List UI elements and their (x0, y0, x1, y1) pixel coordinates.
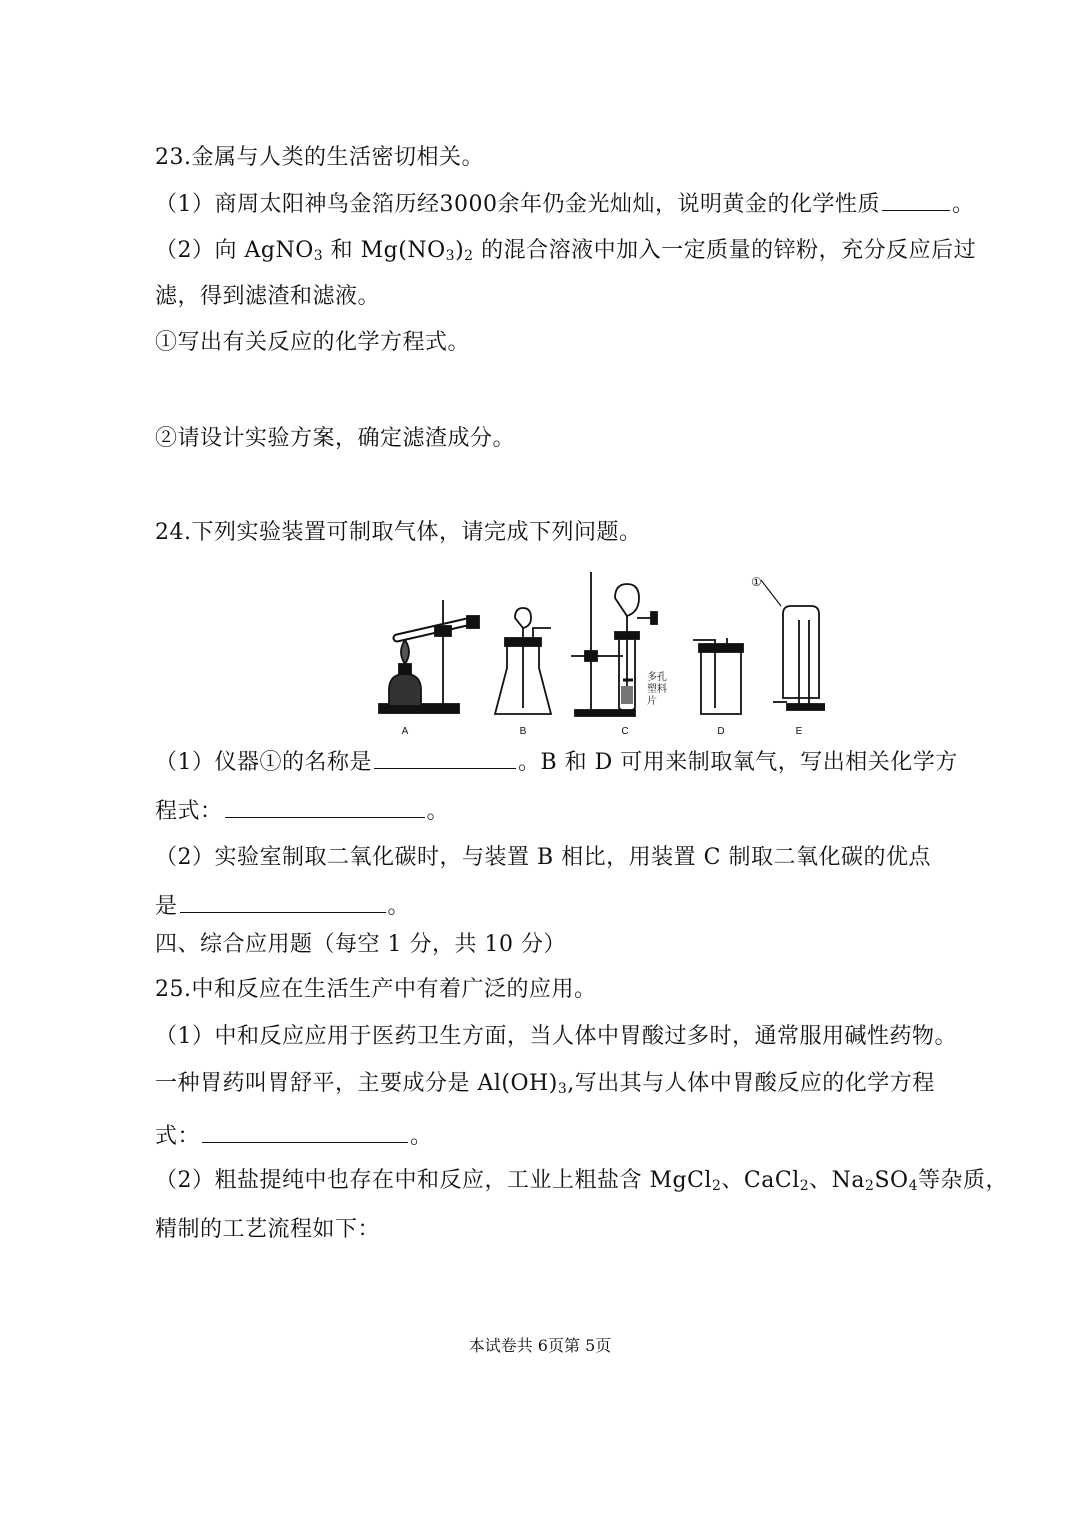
q25-part2-text: 、CaCl (721, 1168, 800, 1193)
q25-part2-text: SO (874, 1168, 909, 1193)
q24-part2-text: 是 (155, 894, 178, 919)
q23-part2-continued: 滤，得到滤渣和滤液。 (155, 284, 381, 309)
q23-part1-text: （1）商周太阳神鸟金箔历经3000余年仍金光灿灿，说明黄金的化学性质 (155, 192, 880, 217)
answer-blank[interactable] (882, 188, 950, 211)
q23-part2-text: 的混合溶液中加入一定质量的锌粉，充分反应后过 (473, 238, 977, 263)
q23-part2 (155, 236, 976, 266)
porous-plate-label-3: 片 (647, 696, 657, 707)
q23-part1-end: 。 (952, 192, 975, 217)
subscript: 4 (908, 1178, 918, 1194)
q23-part1 (155, 188, 975, 220)
subscript: 3 (557, 1081, 568, 1097)
apparatus-d (693, 638, 743, 714)
page-footer: 本试卷共 6页第 5页 (468, 1336, 612, 1355)
q25-part1-continued (155, 1069, 935, 1099)
q24-part1-continued (155, 795, 449, 827)
label-d: D (717, 726, 725, 737)
q25-part2-text: 等杂质， (917, 1168, 1008, 1193)
q25-part1-text: 。 (410, 1124, 433, 1149)
q25-part1: （1）中和反应应用于医药卫生方面，当人体中胃酸过多时，通常服用碱性药物。 (155, 1024, 957, 1049)
label-c: C (621, 726, 629, 737)
q25-part2-continued: 精制的工艺流程如下： (155, 1217, 381, 1242)
q25-part2-text: 、Na (809, 1168, 866, 1193)
porous-plate-label-2: 塑料 (647, 684, 667, 695)
answer-blank[interactable] (374, 746, 516, 769)
label-b: B (519, 726, 527, 737)
q25-part1-text: ,写出其与人体中胃酸反应的化学方程 (567, 1071, 935, 1096)
q25-part1-formula-line (155, 1120, 433, 1152)
subscript: 2 (799, 1178, 810, 1194)
apparatus-c (571, 572, 657, 716)
answer-blank[interactable] (202, 1120, 408, 1143)
apparatus-a (379, 600, 479, 713)
subscript: 3 (313, 248, 324, 264)
apparatus-e (761, 580, 825, 710)
answer-blank[interactable] (225, 795, 425, 818)
q24-part1-text: 程式： (155, 799, 223, 824)
subscript: 2 (464, 248, 474, 264)
q23-part2-text: ) (455, 238, 465, 263)
q24-part1-text: （1）仪器①的名称是 (155, 750, 372, 775)
section-heading: 四、综合应用题（每空 1 分，共 10 分） (155, 932, 566, 957)
apparatus-figure (375, 568, 825, 740)
subscript: 2 (865, 1178, 875, 1194)
subscript: 3 (445, 248, 456, 264)
q25-title: 25.中和反应在生活生产中有着广泛的应用。 (155, 977, 597, 1002)
q25-part1-text: 一种胃药叫胃舒平，主要成分是 Al(OH) (155, 1071, 558, 1096)
q23-title: 23.金属与人类的生活密切相关。 (155, 145, 484, 170)
q24-part1-text: 。 (426, 799, 450, 824)
q24-title: 24.下列实验装置可制取气体，请完成下列问题。 (155, 520, 642, 545)
porous-plate-label-1: 多孔 (647, 672, 667, 683)
q24-part1 (155, 746, 958, 778)
label-e: E (795, 726, 803, 737)
q24-part2: （2）实验室制取二氧化碳时，与装置 B 相比，用装置 C 制取二氧化碳的优点 (155, 845, 931, 870)
subscript: 2 (711, 1178, 722, 1194)
q25-part1-text: 式： (155, 1124, 201, 1149)
q23-item2: ②请设计实验方案，确定滤渣成分。 (155, 426, 516, 451)
callout-marker: ① (751, 575, 762, 589)
q24-part2-continued (155, 890, 410, 922)
q25-part2-text: （2）粗盐提纯中也存在中和反应，工业上粗盐含 MgCl (155, 1168, 712, 1193)
q24-part1-text: 。B 和 D 可用来制取氧气，写出相关化学方 (518, 750, 958, 775)
q23-part2-text: （2）向 AgNO (155, 238, 314, 263)
q24-part2-text: 。 (387, 894, 411, 919)
label-a: A (401, 726, 409, 737)
apparatus-b (495, 608, 551, 714)
q23-item1: ①写出有关反应的化学方程式。 (155, 330, 471, 355)
answer-blank[interactable] (180, 890, 386, 913)
q23-part2-text: 和 Mg(NO (323, 238, 446, 263)
q25-part2 (155, 1166, 1008, 1196)
